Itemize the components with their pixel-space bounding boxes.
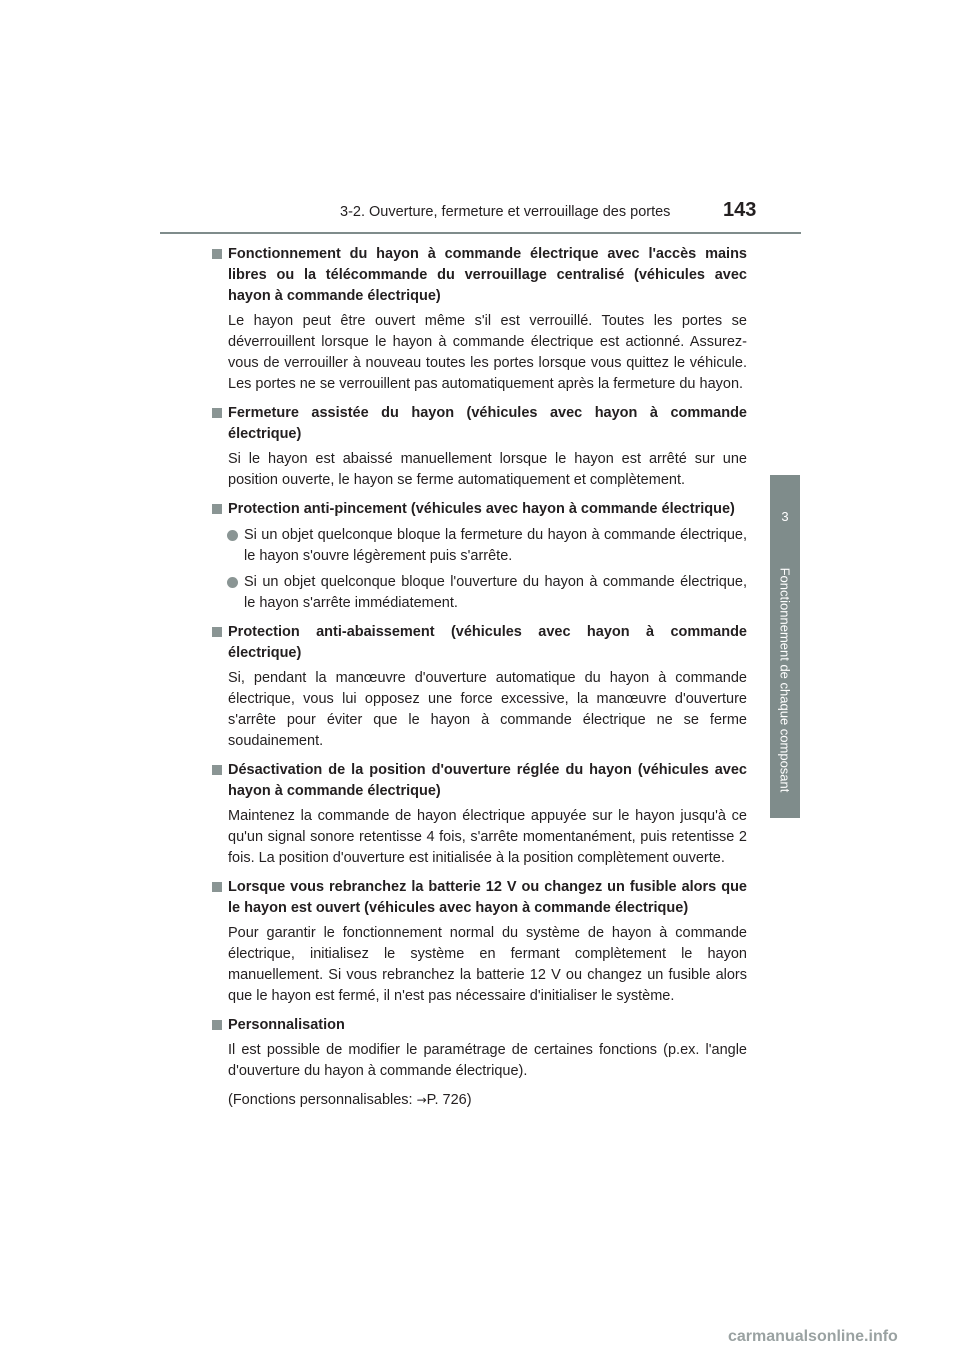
section-paragraph: Pour garantir le fonctionnement normal du système de hayon à commande électrique, initialisez le système en fermant complètement le hayon manuellement. Si vous rebranchez la batterie 12 V ou changez un fusible alors que le hayon est fermé, il n'est pas nécessaire d'initialiser le système.	[228, 925, 747, 1004]
square-bullet-icon	[212, 627, 222, 637]
section-item	[212, 622, 747, 752]
section-heading-text: Fonctionnement du hayon à commande électrique avec l'accès mains libres ou la télécommande du verrouillage centralisé (véhicules avec hayon à commande électrique)	[228, 246, 747, 304]
section-item	[212, 499, 747, 614]
round-bullet-icon	[227, 530, 238, 541]
page-number: 143	[723, 199, 757, 221]
bullet-item	[212, 572, 747, 614]
section-item	[212, 760, 747, 869]
section-heading-text: Fermeture assistée du hayon (véhicules avec hayon à commande électrique)	[228, 405, 747, 442]
section-item	[212, 244, 747, 395]
bullet-text: Si un objet quelconque bloque l'ouverture du hayon à commande électrique, le hayon s'arrête immédiatement.	[244, 574, 747, 611]
section-heading	[212, 877, 747, 919]
chapter-label-wrapper	[770, 550, 800, 810]
bullet-text: Si un objet quelconque bloque la fermeture du hayon à commande électrique, le hayon s'ouvre légèrement puis s'arrête.	[244, 527, 747, 564]
section-heading-text: Personnalisation	[228, 1017, 345, 1033]
chapter-number: 3	[781, 509, 789, 524]
section-item	[212, 403, 747, 491]
header-rule	[160, 232, 801, 234]
chapter-label: Fonctionnement de chaque composant	[777, 567, 793, 793]
section-item	[212, 877, 747, 1007]
section-heading-text: Protection anti-abaissement (véhicules avec hayon à commande électrique)	[228, 624, 747, 661]
section-title: 3-2. Ouverture, fermeture et verrouillage des portes	[340, 204, 671, 220]
square-bullet-icon	[212, 1020, 222, 1030]
chapter-side-tab	[770, 475, 800, 818]
section-heading-text: Lorsque vous rebranchez la batterie 12 V ou changez un fusible alors que le hayon est ouvert (véhicules avec hayon à commande électrique)	[228, 879, 747, 916]
section-heading-text: Protection anti-pincement (véhicules avec hayon à commande électrique)	[228, 501, 735, 517]
page-content	[212, 244, 747, 1119]
bullet-item	[212, 525, 747, 567]
watermark: carmanualsonline.info	[728, 1328, 898, 1345]
section-heading	[212, 403, 747, 445]
page-reference	[212, 1090, 747, 1111]
section-paragraph: Il est possible de modifier le paramétrage de certaines fonctions (p.ex. l'angle d'ouverture du hayon à commande électrique).	[228, 1042, 747, 1079]
page-header	[0, 0, 960, 240]
section-heading	[212, 1015, 747, 1036]
square-bullet-icon	[212, 249, 222, 259]
square-bullet-icon	[212, 882, 222, 892]
section-paragraph: Si le hayon est abaissé manuellement lorsque le hayon est arrêté sur une position ouverte, le hayon se ferme automatiquement et complètement.	[228, 451, 747, 488]
square-bullet-icon	[212, 765, 222, 775]
section-paragraph: Si, pendant la manœuvre d'ouverture automatique du hayon à commande électrique, vous lui opposez une force excessive, la manœuvre d'ouverture s'arrête pour éviter que le hayon à commande électrique ne se ferme soudainement.	[228, 670, 747, 749]
square-bullet-icon	[212, 504, 222, 514]
section-paragraph: Maintenez la commande de hayon électrique appuyée sur le hayon jusqu'à ce qu'un signal sonore retentisse 4 fois, s'arrête momentanément, puis retentisse 2 fois. La position d'ouverture est initialisée à la position complètement ouverte.	[228, 808, 747, 866]
reference-page-link[interactable]: P. 726)	[426, 1092, 472, 1108]
round-bullet-icon	[227, 577, 238, 588]
arrow-right-icon: →	[416, 1093, 427, 1107]
section-heading-text: Désactivation de la position d'ouverture réglée du hayon (véhicules avec hayon à commande électrique)	[228, 762, 747, 799]
section-heading	[212, 622, 747, 664]
reference-prefix: (Fonctions personnalisables:	[228, 1092, 417, 1108]
section-paragraph: Le hayon peut être ouvert même s'il est verrouillé. Toutes les portes se déverrouillent lorsque le hayon à commande électrique est actionné. Assurez-vous de verrouiller à nouveau toutes les portes lorsque vous quittez le véhicule. Les portes ne se verrouillent pas automatiquement après la fermeture du hayon.	[228, 313, 747, 392]
section-item	[212, 1015, 747, 1111]
section-heading	[212, 244, 747, 307]
section-heading	[212, 760, 747, 802]
section-heading	[212, 499, 747, 520]
square-bullet-icon	[212, 408, 222, 418]
